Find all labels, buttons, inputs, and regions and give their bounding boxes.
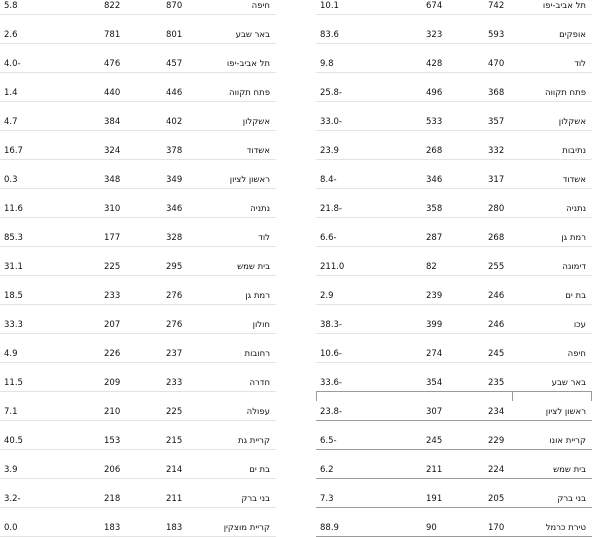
city-name-cell: לוד <box>258 233 270 243</box>
city-name-cell: אשדוד <box>246 146 270 156</box>
city-name-cell: ראשון לציון <box>229 175 270 185</box>
table-row <box>316 44 592 73</box>
table-row <box>316 218 592 247</box>
change-cell: 33.0- <box>320 117 342 127</box>
value-b-cell: 348 <box>104 175 121 185</box>
table-row <box>316 450 592 479</box>
city-name-cell: פתח תקווה <box>229 88 270 98</box>
value-b-cell: 226 <box>104 349 121 359</box>
city-name-cell: נתניה <box>566 204 586 214</box>
change-cell: 1.4 <box>4 88 18 98</box>
value-b-cell: 239 <box>426 291 443 301</box>
city-name-cell: אשדוד <box>562 175 586 185</box>
city-name-cell: חולון <box>252 320 270 330</box>
value-a-cell: 402 <box>166 117 183 127</box>
value-b-cell: 191 <box>426 494 443 504</box>
value-b-cell: 225 <box>104 262 121 272</box>
table-row <box>316 421 592 450</box>
cell-border <box>591 391 592 401</box>
table-row <box>0 421 276 450</box>
value-a-cell: 211 <box>166 494 183 504</box>
city-name-cell: באר שבע <box>235 30 270 40</box>
value-b-cell: 183 <box>104 523 121 533</box>
table-row <box>0 160 276 189</box>
change-cell: 33.6- <box>320 378 342 388</box>
table-row <box>0 189 276 218</box>
change-cell: 23.8- <box>320 407 342 417</box>
value-b-cell: 323 <box>426 30 443 40</box>
value-a-cell: 317 <box>488 175 505 185</box>
value-a-cell: 870 <box>166 1 183 11</box>
value-a-cell: 295 <box>166 262 183 272</box>
value-a-cell: 205 <box>488 494 505 504</box>
table-row <box>316 363 592 392</box>
value-b-cell: 209 <box>104 378 121 388</box>
value-b-cell: 287 <box>426 233 443 243</box>
city-name-cell: בית שמש <box>553 465 586 475</box>
table-row <box>0 276 276 305</box>
change-cell: 23.9 <box>320 146 339 156</box>
value-b-cell: 399 <box>426 320 443 330</box>
city-name-cell: ראשון לציון <box>545 407 586 417</box>
value-a-cell: 276 <box>166 291 183 301</box>
value-b-cell: 476 <box>104 59 121 69</box>
value-a-cell: 170 <box>488 523 505 533</box>
value-b-cell: 358 <box>426 204 443 214</box>
cell-border <box>316 391 317 401</box>
value-b-cell: 674 <box>426 1 443 11</box>
value-a-cell: 280 <box>488 204 505 214</box>
value-b-cell: 822 <box>104 1 121 11</box>
value-b-cell: 211 <box>426 465 443 475</box>
value-a-cell: 255 <box>488 262 505 272</box>
change-cell: 7.3 <box>320 494 334 504</box>
value-a-cell: 235 <box>488 378 505 388</box>
city-name-cell: נתניה <box>250 204 270 214</box>
city-name-cell: אופקים <box>559 30 586 40</box>
change-cell: 2.6 <box>4 30 18 40</box>
change-cell: 4.0- <box>4 59 21 69</box>
table-row <box>0 102 276 131</box>
table-row <box>0 334 276 363</box>
city-name-cell: עכו <box>573 320 586 330</box>
change-cell: 25.8- <box>320 88 342 98</box>
city-name-cell: תל אביב-יפו <box>226 59 270 69</box>
left-table <box>0 0 276 537</box>
value-a-cell: 276 <box>166 320 183 330</box>
value-b-cell: 496 <box>426 88 443 98</box>
value-b-cell: 307 <box>426 407 443 417</box>
value-a-cell: 328 <box>166 233 183 243</box>
table-row <box>0 15 276 44</box>
city-name-cell: תל אביב-יפו <box>542 1 586 11</box>
value-b-cell: 90 <box>426 523 437 533</box>
value-a-cell: 446 <box>166 88 183 98</box>
change-cell: 31.1 <box>4 262 23 272</box>
table-row <box>0 73 276 102</box>
value-b-cell: 354 <box>426 378 443 388</box>
change-cell: 11.6 <box>4 204 23 214</box>
value-b-cell: 428 <box>426 59 443 69</box>
value-b-cell: 440 <box>104 88 121 98</box>
value-b-cell: 781 <box>104 30 121 40</box>
value-b-cell: 218 <box>104 494 121 504</box>
table-row <box>316 479 592 508</box>
value-b-cell: 82 <box>426 262 437 272</box>
table-row <box>0 479 276 508</box>
change-cell: 88.9 <box>320 523 339 533</box>
change-cell: 10.1 <box>320 1 339 11</box>
table-row <box>316 508 592 537</box>
change-cell: 4.9 <box>4 349 18 359</box>
value-a-cell: 332 <box>488 146 505 156</box>
city-name-cell: לוד <box>574 59 586 69</box>
city-name-cell: בת ים <box>565 291 586 301</box>
cell-border <box>512 391 513 401</box>
table-row <box>0 131 276 160</box>
change-cell: 8.4- <box>320 175 337 185</box>
table-row <box>0 508 276 537</box>
change-cell: 40.5 <box>4 436 23 446</box>
change-cell: 10.6- <box>320 349 342 359</box>
table-row <box>0 44 276 73</box>
table-row <box>316 305 592 334</box>
city-name-cell: קריית אונו <box>549 436 586 446</box>
value-b-cell: 245 <box>426 436 443 446</box>
city-name-cell: בת ים <box>249 465 270 475</box>
table-row <box>0 218 276 247</box>
table-row <box>0 450 276 479</box>
table-row <box>0 247 276 276</box>
value-a-cell: 742 <box>488 1 505 11</box>
value-a-cell: 183 <box>166 523 183 533</box>
value-b-cell: 346 <box>426 175 443 185</box>
table-row <box>0 363 276 392</box>
table-row <box>0 305 276 334</box>
city-name-cell: בני ברק <box>557 494 586 504</box>
value-a-cell: 214 <box>166 465 183 475</box>
table-row <box>316 0 592 15</box>
value-a-cell: 225 <box>166 407 183 417</box>
value-b-cell: 268 <box>426 146 443 156</box>
table-row <box>316 73 592 102</box>
table-row <box>316 189 592 218</box>
value-b-cell: 177 <box>104 233 121 243</box>
table-row <box>316 247 592 276</box>
city-name-cell: קריית מוצקין <box>223 523 270 533</box>
value-a-cell: 246 <box>488 291 505 301</box>
city-name-cell: רמת גן <box>245 291 270 301</box>
change-cell: 6.6- <box>320 233 337 243</box>
change-cell: 16.7 <box>4 146 23 156</box>
value-b-cell: 324 <box>104 146 121 156</box>
value-a-cell: 368 <box>488 88 505 98</box>
change-cell: 6.2 <box>320 465 334 475</box>
city-name-cell: חיפה <box>251 1 270 11</box>
cell-border <box>316 391 592 392</box>
value-b-cell: 206 <box>104 465 121 475</box>
change-cell: 211.0 <box>320 262 345 272</box>
value-b-cell: 210 <box>104 407 121 417</box>
change-cell: 83.6 <box>320 30 339 40</box>
change-cell: 38.3- <box>320 320 342 330</box>
city-name-cell: באר שבע <box>551 378 586 388</box>
change-cell: 85.3 <box>4 233 23 243</box>
table-row <box>316 160 592 189</box>
change-cell: 0.0 <box>4 523 18 533</box>
value-b-cell: 153 <box>104 436 121 446</box>
value-a-cell: 349 <box>166 175 183 185</box>
change-cell: 11.5 <box>4 378 23 388</box>
table-row <box>316 15 592 44</box>
value-b-cell: 384 <box>104 117 121 127</box>
table-row <box>316 334 592 363</box>
table-row <box>316 102 592 131</box>
city-name-cell: נתיבות <box>562 146 586 156</box>
value-b-cell: 310 <box>104 204 121 214</box>
city-name-cell: קריית גת <box>237 436 270 446</box>
value-a-cell: 357 <box>488 117 505 127</box>
table-row <box>316 276 592 305</box>
value-a-cell: 224 <box>488 465 505 475</box>
value-a-cell: 233 <box>166 378 183 388</box>
value-b-cell: 533 <box>426 117 443 127</box>
city-name-cell: עפולה <box>246 407 270 417</box>
city-name-cell: טירת כרמל <box>545 523 586 533</box>
city-name-cell: בית שמש <box>237 262 270 272</box>
value-a-cell: 229 <box>488 436 505 446</box>
change-cell: 5.8 <box>4 1 18 11</box>
city-name-cell: חיפה <box>567 349 586 359</box>
value-a-cell: 346 <box>166 204 183 214</box>
city-name-cell: דימונה <box>562 262 586 272</box>
value-a-cell: 215 <box>166 436 183 446</box>
change-cell: 3.9 <box>4 465 18 475</box>
change-cell: 7.1 <box>4 407 18 417</box>
value-a-cell: 246 <box>488 320 505 330</box>
change-cell: 0.3 <box>4 175 18 185</box>
city-name-cell: רחובות <box>244 349 270 359</box>
table-row <box>0 0 276 15</box>
change-cell: 9.8 <box>320 59 334 69</box>
change-cell: 21.8- <box>320 204 342 214</box>
city-name-cell: אשקלון <box>242 117 270 127</box>
change-cell: 6.5- <box>320 436 337 446</box>
right-table <box>316 0 592 537</box>
table-row <box>0 392 276 421</box>
city-name-cell: פתח תקווה <box>545 88 586 98</box>
city-name-cell: חדרה <box>249 378 270 388</box>
table-row <box>316 392 592 421</box>
value-b-cell: 207 <box>104 320 121 330</box>
value-a-cell: 801 <box>166 30 183 40</box>
city-name-cell: אשקלון <box>558 117 586 127</box>
city-name-cell: בני ברק <box>241 494 270 504</box>
table-row <box>316 131 592 160</box>
change-cell: 18.5 <box>4 291 23 301</box>
change-cell: 3.2- <box>4 494 21 504</box>
value-a-cell: 593 <box>488 30 505 40</box>
value-a-cell: 268 <box>488 233 505 243</box>
value-a-cell: 234 <box>488 407 505 417</box>
value-a-cell: 378 <box>166 146 183 156</box>
change-cell: 33.3 <box>4 320 23 330</box>
value-b-cell: 274 <box>426 349 443 359</box>
value-a-cell: 245 <box>488 349 505 359</box>
change-cell: 2.9 <box>320 291 334 301</box>
value-a-cell: 237 <box>166 349 183 359</box>
value-b-cell: 233 <box>104 291 121 301</box>
city-name-cell: רמת גן <box>561 233 586 243</box>
value-a-cell: 457 <box>166 59 183 69</box>
change-cell: 4.7 <box>4 117 18 127</box>
value-a-cell: 470 <box>488 59 505 69</box>
